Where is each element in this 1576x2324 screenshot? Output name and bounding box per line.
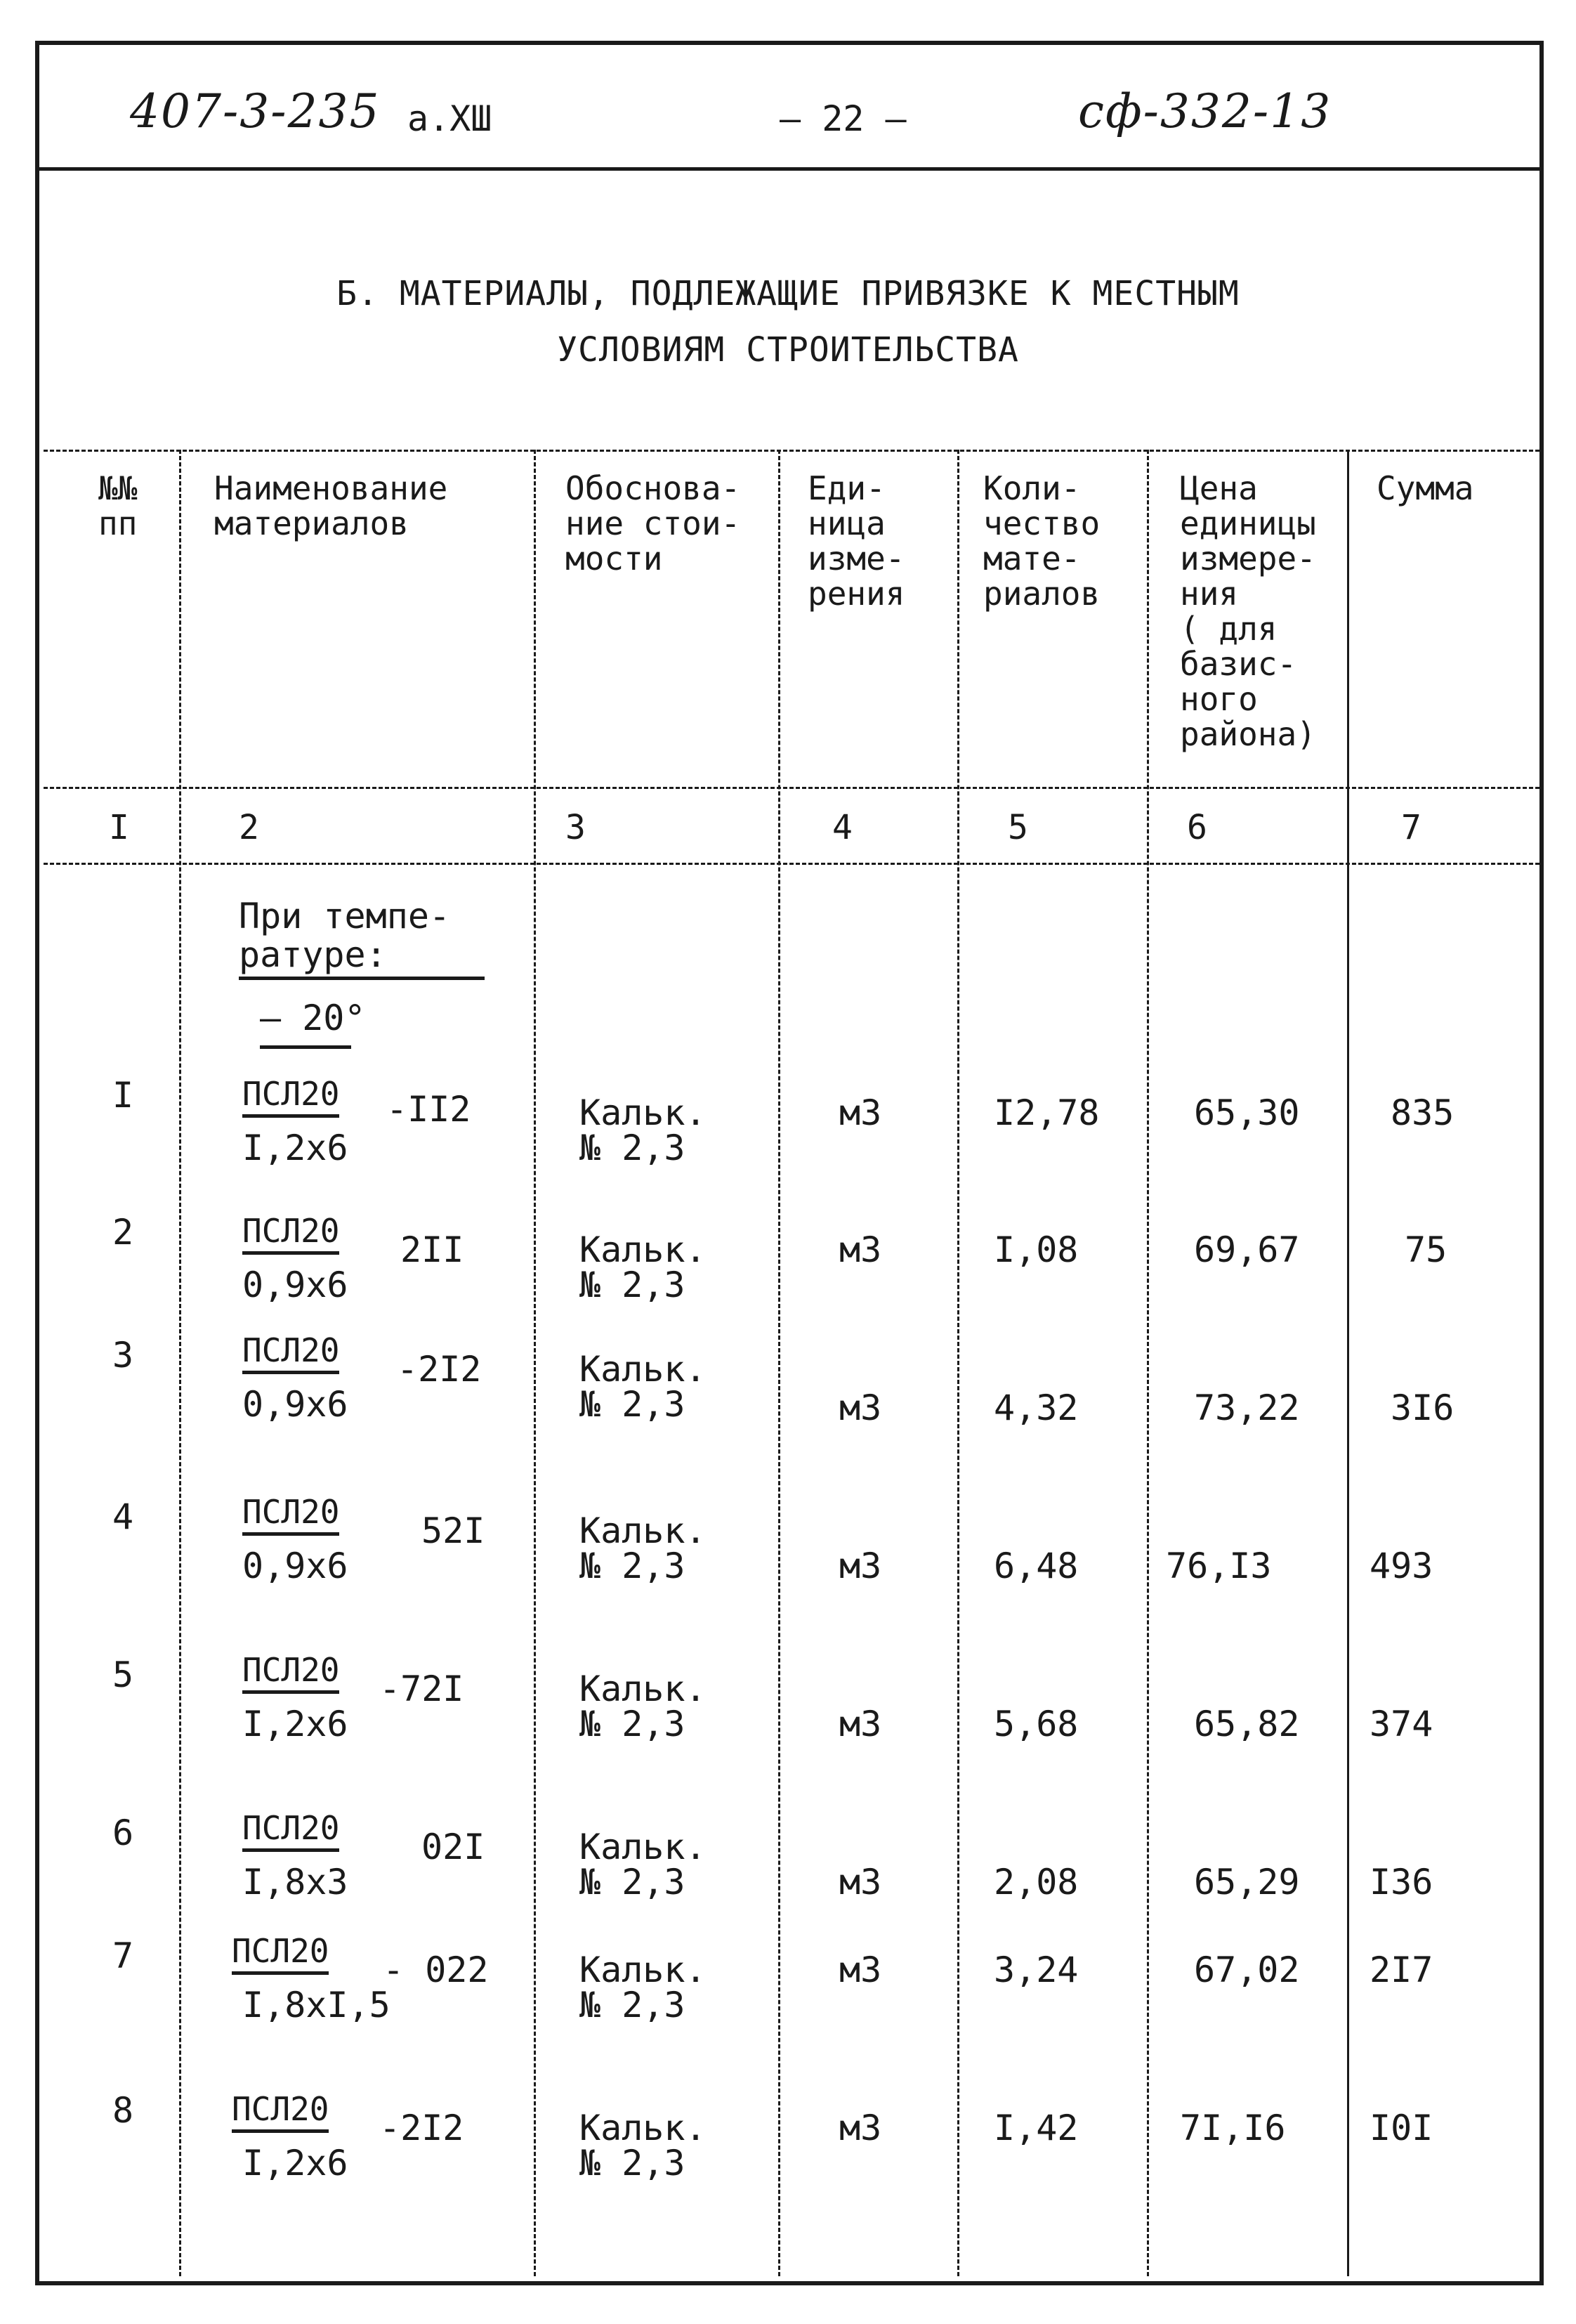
colnum-6: 6 [1187, 808, 1207, 847]
row5-basis2: № 2,3 [579, 1704, 685, 1744]
row3-basis1: Кальк. [579, 1349, 707, 1390]
row4-sum: 493 [1370, 1546, 1433, 1586]
row4-name-bottom: 0,9x6 [242, 1546, 348, 1586]
row8-name-suffix: -2I2 [379, 2108, 464, 2148]
condition-underline [239, 977, 485, 980]
row2-name-top: ПСЛ20 [242, 1212, 339, 1255]
row6-quantity: 2,08 [994, 1862, 1079, 1902]
row2-quantity: I,08 [994, 1229, 1079, 1270]
row2-name-bottom: 0,9x6 [242, 1265, 348, 1305]
row3-sum: 3I6 [1391, 1388, 1454, 1428]
row5-price: 65,82 [1194, 1704, 1300, 1744]
row3-price: 73,22 [1194, 1388, 1300, 1428]
row7-basis1: Кальк. [579, 1950, 707, 1990]
temperature-underline [260, 1045, 351, 1049]
col-divider-5 [1147, 450, 1149, 2276]
row6-basis1: Кальк. [579, 1827, 707, 1867]
row1-sum: 835 [1391, 1092, 1454, 1133]
header-bottom-rule [44, 787, 1539, 789]
row3-name-suffix: -2I2 [397, 1349, 482, 1390]
col-divider-6 [1347, 450, 1349, 2276]
col-divider-2 [534, 450, 536, 2276]
row7-quantity: 3,24 [994, 1950, 1079, 1990]
section-title-line2: УСЛОВИЯМ СТРОИТЕЛЬСТВА [557, 330, 1019, 370]
section-title-line1: Б. МАТЕРИАЛЫ, ПОДЛЕЖАЩИЕ ПРИВЯЗКЕ К МЕСТНЫМ [336, 274, 1240, 313]
condition-line2: ратуре: [239, 934, 387, 975]
row2-name-suffix: 2II [400, 1229, 464, 1270]
row1-quantity: I2,78 [994, 1092, 1100, 1133]
header-unit: Еди- ница изме- рения [808, 469, 905, 613]
row6-basis2: № 2,3 [579, 1862, 685, 1902]
row4-basis1: Кальк. [579, 1510, 707, 1551]
row4-basis2: № 2,3 [579, 1546, 685, 1586]
row3-basis2: № 2,3 [579, 1384, 685, 1425]
page-number: – 22 – [780, 98, 907, 139]
col-divider-4 [957, 450, 959, 2276]
row7-name-top: ПСЛ20 [232, 1932, 329, 1975]
row8-basis2: № 2,3 [579, 2143, 685, 2183]
row3-name-top: ПСЛ20 [242, 1331, 339, 1374]
colnum-7: 7 [1401, 808, 1421, 847]
colnum-4: 4 [832, 808, 853, 847]
colnum-2: 2 [239, 808, 259, 847]
row5-name-bottom: I,2x6 [242, 1704, 348, 1744]
row4-price: 76,I3 [1166, 1546, 1272, 1586]
row6-name-top: ПСЛ20 [242, 1809, 339, 1852]
header-quantity: Коли- чество мате- риалов [983, 469, 1101, 613]
row7-name-bottom: I,8xI,5 [242, 1985, 390, 2025]
colnum-5: 5 [1008, 808, 1028, 847]
row1-basis1: Кальк. [579, 1092, 707, 1133]
colnum-1: I [109, 808, 129, 847]
row6-name-bottom: I,8x3 [242, 1862, 348, 1902]
row3-name-bottom: 0,9x6 [242, 1384, 348, 1425]
row5-name-suffix: -72I [379, 1669, 464, 1709]
col-divider-3 [778, 450, 780, 2276]
row1-basis2: № 2,3 [579, 1128, 685, 1168]
row8-unit: м3 [839, 2108, 882, 2148]
row1-price: 65,30 [1194, 1092, 1300, 1133]
row2-number: 2 [112, 1212, 134, 1253]
colnum-bottom-rule [44, 863, 1539, 865]
row3-unit: м3 [839, 1388, 882, 1428]
row2-unit: м3 [839, 1229, 882, 1270]
row6-unit: м3 [839, 1862, 882, 1902]
row6-sum: I36 [1370, 1862, 1433, 1902]
header-sum: Сумма [1377, 469, 1474, 507]
row3-number: 3 [112, 1335, 134, 1376]
row8-basis1: Кальк. [579, 2108, 707, 2148]
row8-number: 8 [112, 2090, 134, 2131]
row5-quantity: 5,68 [994, 1704, 1079, 1744]
row6-number: 6 [112, 1813, 134, 1853]
row7-unit: м3 [839, 1950, 882, 1990]
row2-price: 69,67 [1194, 1229, 1300, 1270]
row4-unit: м3 [839, 1546, 882, 1586]
row5-basis1: Кальк. [579, 1669, 707, 1709]
row8-price: 7I,I6 [1180, 2108, 1286, 2148]
row1-name-bottom: I,2x6 [242, 1128, 348, 1168]
row7-sum: 2I7 [1370, 1950, 1433, 1990]
row6-price: 65,29 [1194, 1862, 1300, 1902]
row5-unit: м3 [839, 1704, 882, 1744]
row4-quantity: 6,48 [994, 1546, 1079, 1586]
row1-number: I [112, 1075, 134, 1116]
row2-basis2: № 2,3 [579, 1265, 685, 1305]
col-divider-1 [179, 450, 181, 2276]
document-code: сф-332-13 [1078, 84, 1332, 138]
row7-name-suffix: - 022 [383, 1950, 489, 1990]
header-price: Цена единицы измере- ния ( для базис- ного района) [1180, 469, 1316, 753]
row8-quantity: I,42 [994, 2108, 1079, 2148]
row1-name-suffix: -II2 [386, 1089, 471, 1130]
row6-name-suffix: 02I [421, 1827, 485, 1867]
row5-name-top: ПСЛ20 [242, 1651, 339, 1694]
row4-name-top: ПСЛ20 [242, 1493, 339, 1536]
row5-sum: 374 [1370, 1704, 1433, 1744]
row8-name-bottom: I,2x6 [242, 2143, 348, 2183]
header-basis: Обоснова- ние стои- мости [565, 469, 741, 577]
condition-line1: При темпе- [239, 896, 451, 936]
condition-temperature: – 20° [260, 998, 366, 1038]
row8-name-top: ПСЛ20 [232, 2090, 329, 2133]
row5-number: 5 [112, 1654, 134, 1695]
row7-number: 7 [112, 1935, 134, 1976]
row8-sum: I0I [1370, 2108, 1433, 2148]
row1-unit: м3 [839, 1092, 882, 1133]
album-number: а.XШ [407, 98, 492, 139]
row4-number: 4 [112, 1496, 134, 1537]
row7-price: 67,02 [1194, 1950, 1300, 1990]
row2-sum: 75 [1405, 1229, 1447, 1270]
row7-basis2: № 2,3 [579, 1985, 685, 2025]
row1-name-top: ПСЛ20 [242, 1075, 339, 1118]
row2-basis1: Кальк. [579, 1229, 707, 1270]
header-number: №№ пп [98, 469, 138, 542]
colnum-3: 3 [565, 808, 586, 847]
header-name: Наименование материалов [214, 469, 448, 542]
table-top-rule [44, 450, 1539, 452]
row4-name-suffix: 52I [421, 1510, 485, 1551]
series-number: 407-3-235 [130, 84, 381, 138]
row3-quantity: 4,32 [994, 1388, 1079, 1428]
